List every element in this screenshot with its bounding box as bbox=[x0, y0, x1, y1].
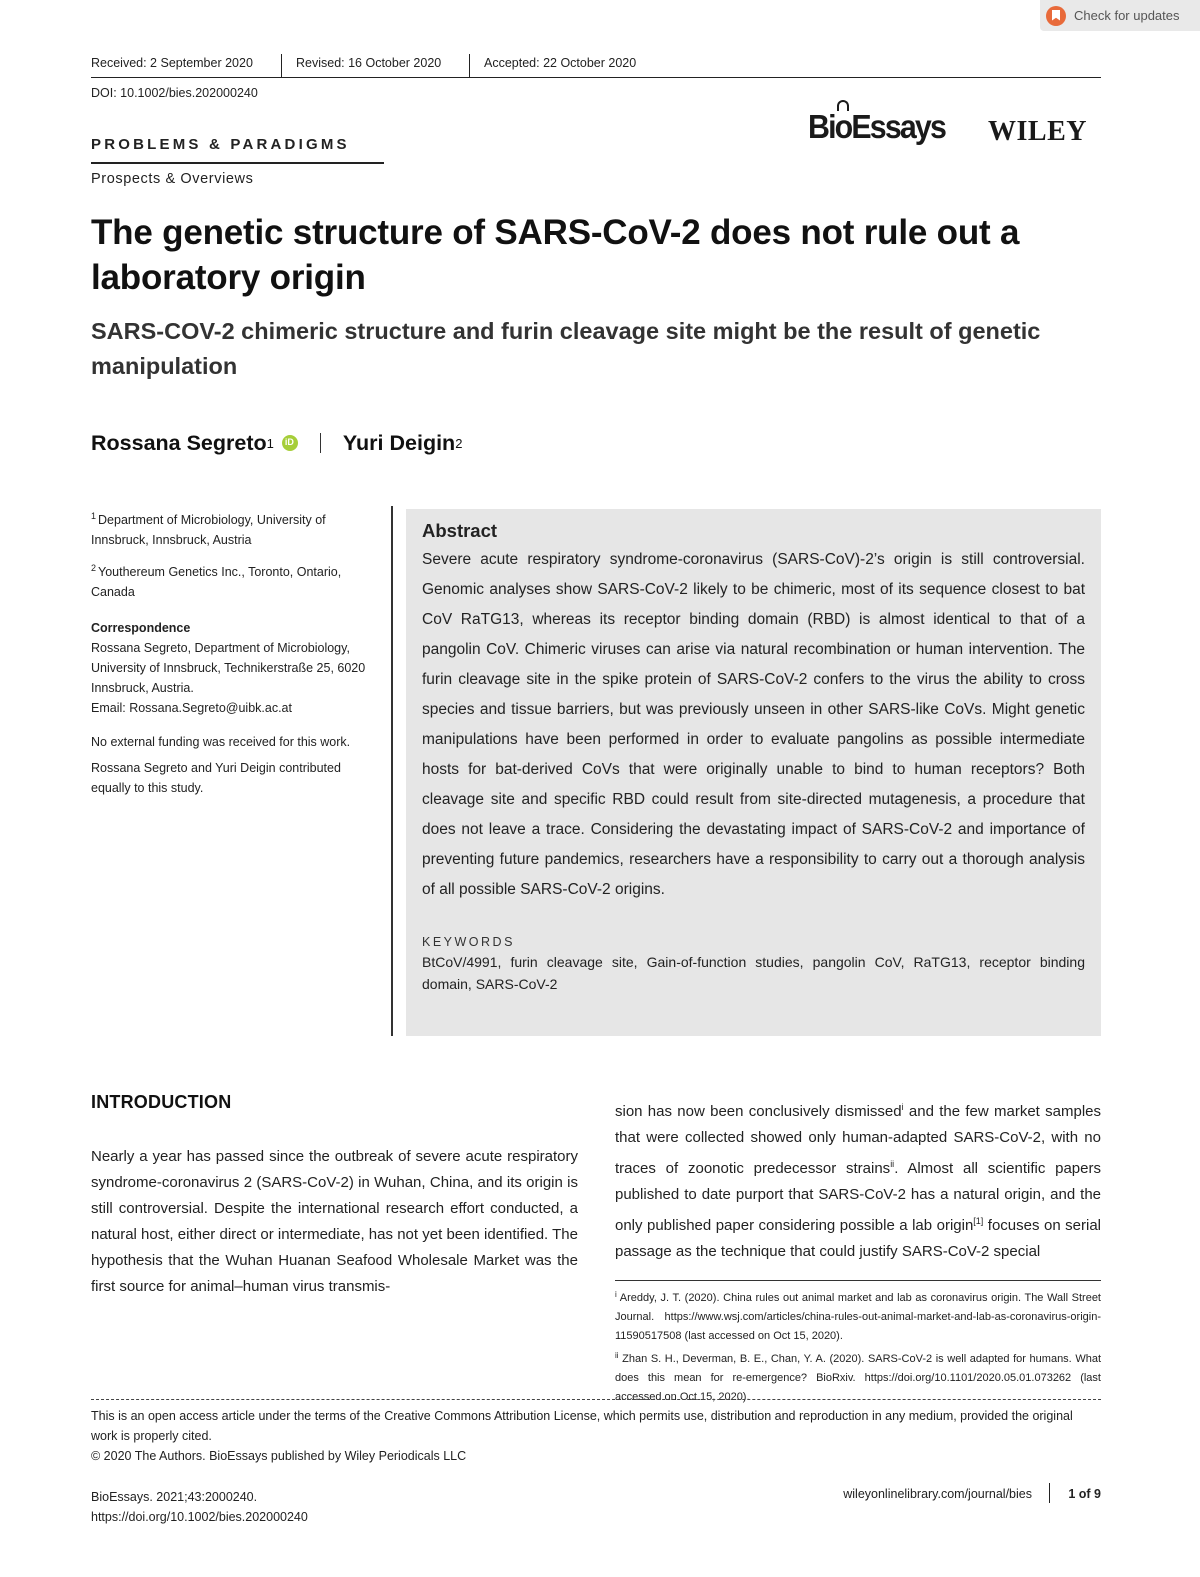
author-name[interactable]: Rossana Segreto bbox=[91, 430, 267, 455]
body-text: focuses on serial passage as the technique that could justify SARS-CoV-2 special bbox=[615, 1217, 1101, 1260]
correspondence-email[interactable]: Email: Rossana.Segreto@uibk.ac.at bbox=[91, 701, 292, 715]
divider bbox=[469, 54, 470, 77]
footnote-ref[interactable]: i bbox=[901, 1102, 904, 1112]
divider bbox=[1049, 1483, 1050, 1503]
section-category: PROBLEMS & PARADIGMS bbox=[91, 136, 350, 153]
footnote bbox=[615, 1346, 1101, 1407]
article-dates bbox=[91, 54, 1101, 78]
author-affiliation-mark: 1 bbox=[266, 435, 274, 451]
bookmark-icon bbox=[1046, 6, 1066, 26]
check-for-updates-button[interactable] bbox=[1040, 0, 1200, 31]
received-date: Received: 2 September 2020 bbox=[91, 56, 253, 70]
bioessays-logo-text: BioEssays bbox=[808, 108, 946, 145]
column-rule bbox=[391, 506, 393, 1036]
article-title: The genetic structure of SARS-CoV-2 does not rule out a laboratory origin bbox=[91, 213, 1020, 297]
funding-note: No external funding was received for this work. bbox=[91, 735, 351, 749]
correspondence-heading: Correspondence bbox=[91, 621, 191, 635]
introduction-column-2 bbox=[615, 1094, 1101, 1265]
section-rule bbox=[91, 162, 384, 164]
affiliation bbox=[91, 506, 381, 550]
author-list bbox=[91, 428, 462, 458]
accepted-date: Accepted: 22 October 2020 bbox=[484, 56, 637, 70]
author-info-column bbox=[91, 506, 381, 798]
footnote bbox=[615, 1285, 1101, 1346]
correspondence-text: Rossana Segreto, Department of Microbiology, University of Innsbruck, Technikerstraße 25, 6020 Innsbruck, Austria. bbox=[91, 641, 366, 695]
wiley-logo-text: WILEY bbox=[988, 116, 1087, 147]
affiliation-mark: 1 bbox=[91, 511, 97, 521]
introduction-heading: INTRODUCTION bbox=[91, 1092, 232, 1112]
affiliation-mark: 2 bbox=[91, 563, 97, 573]
affiliation-text: Department of Microbiology, University of Innsbruck, Innsbruck, Austria bbox=[91, 513, 326, 547]
copyright-text: © 2020 The Authors. BioEssays published by Wiley Periodicals LLC bbox=[91, 1449, 467, 1463]
citation-ref[interactable]: [1] bbox=[973, 1216, 984, 1226]
license-text: This is an open access article under the terms of the Creative Commons Attribution License, which permits use, distribution and reproduction in any medium, provided the original work is properly cited. bbox=[91, 1409, 1073, 1443]
affiliation-text: Youthereum Genetics Inc., Toronto, Ontario, Canada bbox=[91, 565, 342, 599]
footnote-mark: ii bbox=[615, 1351, 619, 1360]
dashed-rule bbox=[91, 1399, 1101, 1400]
section-subcategory: Prospects & Overviews bbox=[91, 171, 254, 187]
article-subtitle: SARS-COV-2 chimeric structure and furin cleavage site might be the result of genetic manipulation bbox=[91, 318, 1041, 379]
footnote-rule bbox=[615, 1280, 1101, 1281]
doi: DOI: 10.1002/bies.202000240 bbox=[91, 86, 258, 100]
license-block bbox=[91, 1406, 1101, 1466]
body-text: . Almost all scientific papers published to date purport that SARS-CoV-2 has a natural origin, and the only published paper considering possible a lab origin bbox=[615, 1160, 1101, 1234]
journal-logo bbox=[808, 106, 1102, 150]
journal-url-link[interactable]: wileyonlinelibrary.com/journal/bies bbox=[843, 1487, 1032, 1501]
footer-citation-block bbox=[91, 1487, 308, 1527]
footnote-text[interactable]: Zhan S. H., Deverman, B. E., Chan, Y. A. (2020). SARS-CoV-2 is well adapted for humans. What does this mean for re-emergence? BioRxiv. https://doi.org/10.1101/2020.05.01.073262 (last accessed on Oct 15, 2020). bbox=[615, 1353, 1102, 1403]
footnote-ref[interactable]: ii bbox=[890, 1159, 895, 1169]
footer-doi-link[interactable]: https://doi.org/10.1002/bies.202000240 bbox=[91, 1510, 308, 1524]
abstract-text: Severe acute respiratory syndrome-coronavirus (SARS-CoV)-2’s origin is still controversial. Genomic analyses show SARS-CoV-2 likely to be chimeric, most of its sequence closest to bat CoV RaTG13, whereas its receptor binding domain (RBD) is almost identical to that of a pangolin CoV. Chimeric viruses can arise via natural recombination or human intervention. The furin cleavage site in the spike protein of SARS-CoV-2 confers to the virus the ability to cross species and tissue barriers, but was previously unseen in other SARS-like CoVs. Might genetic manipulations have been performed in order to evaluate pangolins as possible intermediate hosts for bat-derived CoVs that were originally unable to bind to human receptors? Both cleavage site and specific RBD could result from site-directed mutagenesis, a procedure that does not leave a trace. Considering the devastating impact of SARS-CoV-2 and importance of preventing future pandemics, researchers have a responsibility to carry out a thorough analysis of all possible SARS-CoV-2 origins. bbox=[422, 551, 1085, 898]
affiliation bbox=[91, 558, 381, 602]
divider bbox=[320, 433, 321, 453]
page-number: 1 of 9 bbox=[1068, 1487, 1101, 1501]
contribution-note: Rossana Segreto and Yuri Deigin contributed equally to this study. bbox=[91, 761, 341, 795]
footnotes bbox=[615, 1285, 1101, 1407]
body-text: and the few market samples that were collected showed only human-adapted SARS-CoV-2, with no traces of zoonotic predecessor strains bbox=[615, 1103, 1101, 1177]
author-affiliation-mark: 2 bbox=[455, 435, 463, 451]
footer-citation: BioEssays. 2021;43:2000240. bbox=[91, 1490, 258, 1504]
orcid-icon[interactable] bbox=[282, 435, 298, 451]
footnote-text[interactable]: Areddy, J. T. (2020). China rules out animal market and lab as coronavirus origin. The Wall Street Journal. https://www.wsj.com/articles/china-rules-out-animal-market-and-lab-as-coronavirus-origin-11590517508 (last accessed on Oct 15, 2020). bbox=[615, 1292, 1101, 1342]
body-text: sion has now been conclusively dismissed bbox=[615, 1103, 902, 1120]
revised-date: Revised: 16 October 2020 bbox=[296, 56, 442, 70]
author-name[interactable]: Yuri Deigin bbox=[342, 430, 456, 455]
abstract-box bbox=[406, 509, 1101, 1036]
check-for-updates-label: Check for updates bbox=[1074, 8, 1180, 23]
divider bbox=[281, 54, 282, 77]
abstract-heading: Abstract bbox=[422, 520, 498, 541]
introduction-column-1: Nearly a year has passed since the outbreak of severe acute respiratory syndrome-coronavirus 2 (SARS-CoV-2) in Wuhan, China, and its origin is still controversial. Despite the international research effort conducted, a natural host, either direct or intermediate, has not yet been identified. The hypothesis that the Wuhan Huanan Seafood Wholesale Market was the first source for animal–human virus transmis- bbox=[91, 1148, 578, 1295]
keywords-heading: KEYWORDS bbox=[422, 935, 515, 949]
footnote-mark: i bbox=[615, 1290, 617, 1299]
keywords-list: BtCoV/4991, furin cleavage site, Gain-of-function studies, pangolin CoV, RaTG13, receptor binding domain, SARS-CoV-2 bbox=[422, 954, 1085, 992]
